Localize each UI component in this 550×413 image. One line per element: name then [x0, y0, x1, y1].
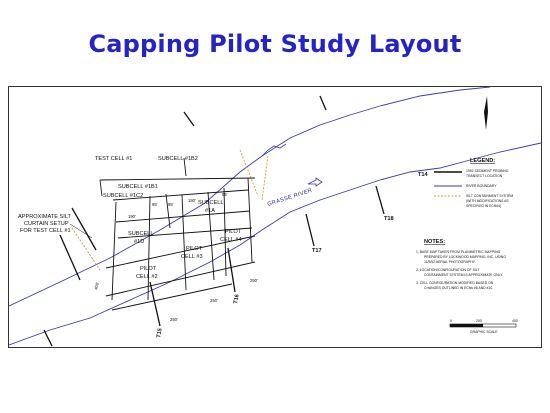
transect-line-t17 [306, 214, 314, 246]
pilot-cell-4-label-line1: PILOT [225, 229, 242, 235]
subcell-1b2-label: SUBCELL #1B2 [158, 156, 198, 162]
silt-curtain-note-line3: FOR TEST CELL #1 [20, 228, 71, 234]
dimension-label: 250' [210, 298, 218, 303]
subcell-1a-label-line1: SUBCELL [198, 200, 224, 206]
note-1-line3: 11/5/92 AERIAL PHOTOGRAPHY. [424, 260, 476, 264]
note-2-line2: CONTAINMENT SYSTEM IS APPROXIMATE ONLY. [424, 273, 504, 277]
transect-line-t14-left [72, 208, 96, 250]
transect-label-t15: T15 [156, 327, 164, 339]
dimension-label: 190' [128, 214, 136, 219]
pilot-cell-4-label-line2: CELL #4 [220, 237, 242, 243]
note-3-line2: CHANGES OUTLINED IN ECNs #6 AND #10. [424, 286, 494, 290]
dimension-label: 400' [93, 281, 100, 291]
legend-river-label: RIVER BOUNDARY [466, 184, 497, 188]
pilot-cell-3-label-line1: PILOT [186, 246, 203, 252]
dimension-label: 95' [152, 202, 158, 207]
page-title: Capping Pilot Study Layout [88, 30, 462, 58]
river-north-bank [9, 87, 490, 306]
silt-curtain-note-line2: CURTAIN SETUP [24, 221, 69, 227]
legend-silt-line1: SILT CONTAINMENT SYSTEM [466, 194, 514, 198]
dimension-label: 95' [222, 192, 228, 197]
legend-title: LEGEND: [470, 158, 496, 164]
dimension-label: 250' [250, 278, 258, 283]
note-2-line1: 2. LOCATION/CONFIGURATION OF SILT [416, 268, 480, 272]
subcell-1d-label-line1: SUBCELL [128, 231, 154, 237]
scale-label: GRAPHIC SCALE [470, 330, 498, 334]
transect-label-t17: T17 [312, 248, 322, 254]
subcell-1a-label-line2: #1A [205, 208, 215, 214]
legend-silt-line2: (WITH MODIFICATIONS AS [466, 199, 509, 203]
legend-t14-label: T14 [418, 172, 428, 178]
transect-line-t18 [376, 186, 384, 214]
transect-line-top [184, 112, 194, 126]
dimension-label: 95' [168, 202, 174, 207]
scale-tick-200: 200' [476, 319, 483, 323]
silt-curtain-note-line1: APPROXIMATE SILT [18, 214, 71, 220]
legend-transect-line2: TRANSECT LOCATION [466, 174, 503, 178]
pilot-cell-3-label-line2: CELL #3 [181, 254, 203, 260]
river-name-label: GRASSE RIVER [266, 187, 314, 208]
silt-containment-system [72, 150, 268, 270]
river-flow-arrow [308, 178, 322, 186]
pilot-cell-2-label-line1: PILOT [140, 266, 157, 272]
scale-tick-400: 400' [512, 319, 519, 323]
pilot-cell-2-label-line2: CELL #2 [136, 274, 158, 280]
dimension-label: 250' [170, 317, 178, 322]
legend [418, 158, 513, 208]
graphic-scale [450, 319, 519, 334]
subcell-1d-label-line2: #1D [134, 239, 145, 245]
north-arrow-icon [484, 96, 488, 130]
transect-label-t16: T16 [233, 293, 241, 305]
silt-note-leader [70, 224, 92, 238]
note-1-line1: 1. BASE MAP TAKEN FROM PLANIMETRIC MAPPING [416, 250, 501, 254]
transect-line-t14-left2 [60, 235, 80, 280]
transect-line-top2 [320, 96, 326, 110]
subcell-1c2-label: SUBCELL #1C2 [103, 193, 144, 199]
note-1-line2: PREPARED BY LOCKWOOD MAPPING, INC. USING [424, 255, 506, 259]
note-3-line1: 3. CELL CONFIGURATION MODIFIED BASED ON [416, 281, 494, 285]
notes-title: NOTES: [424, 239, 446, 245]
transect-label-t18: T18 [384, 216, 394, 222]
legend-transect-line1: 1992 SEDIMENT PROBING [466, 169, 509, 173]
subcell-1b1-label: SUBCELL #1B1 [118, 184, 158, 190]
river-south-bank [9, 143, 541, 345]
notes-block [416, 239, 506, 290]
test-cell-1-label: TEST CELL #1 [95, 156, 133, 162]
legend-silt-line3: SPECIFIED IN ECN#4) [466, 204, 502, 208]
scale-tick-0: 0 [450, 319, 452, 323]
transect-line-bottom-left [44, 330, 52, 346]
transect-line-t16 [228, 248, 235, 292]
dimension-label: 190' [188, 198, 196, 203]
